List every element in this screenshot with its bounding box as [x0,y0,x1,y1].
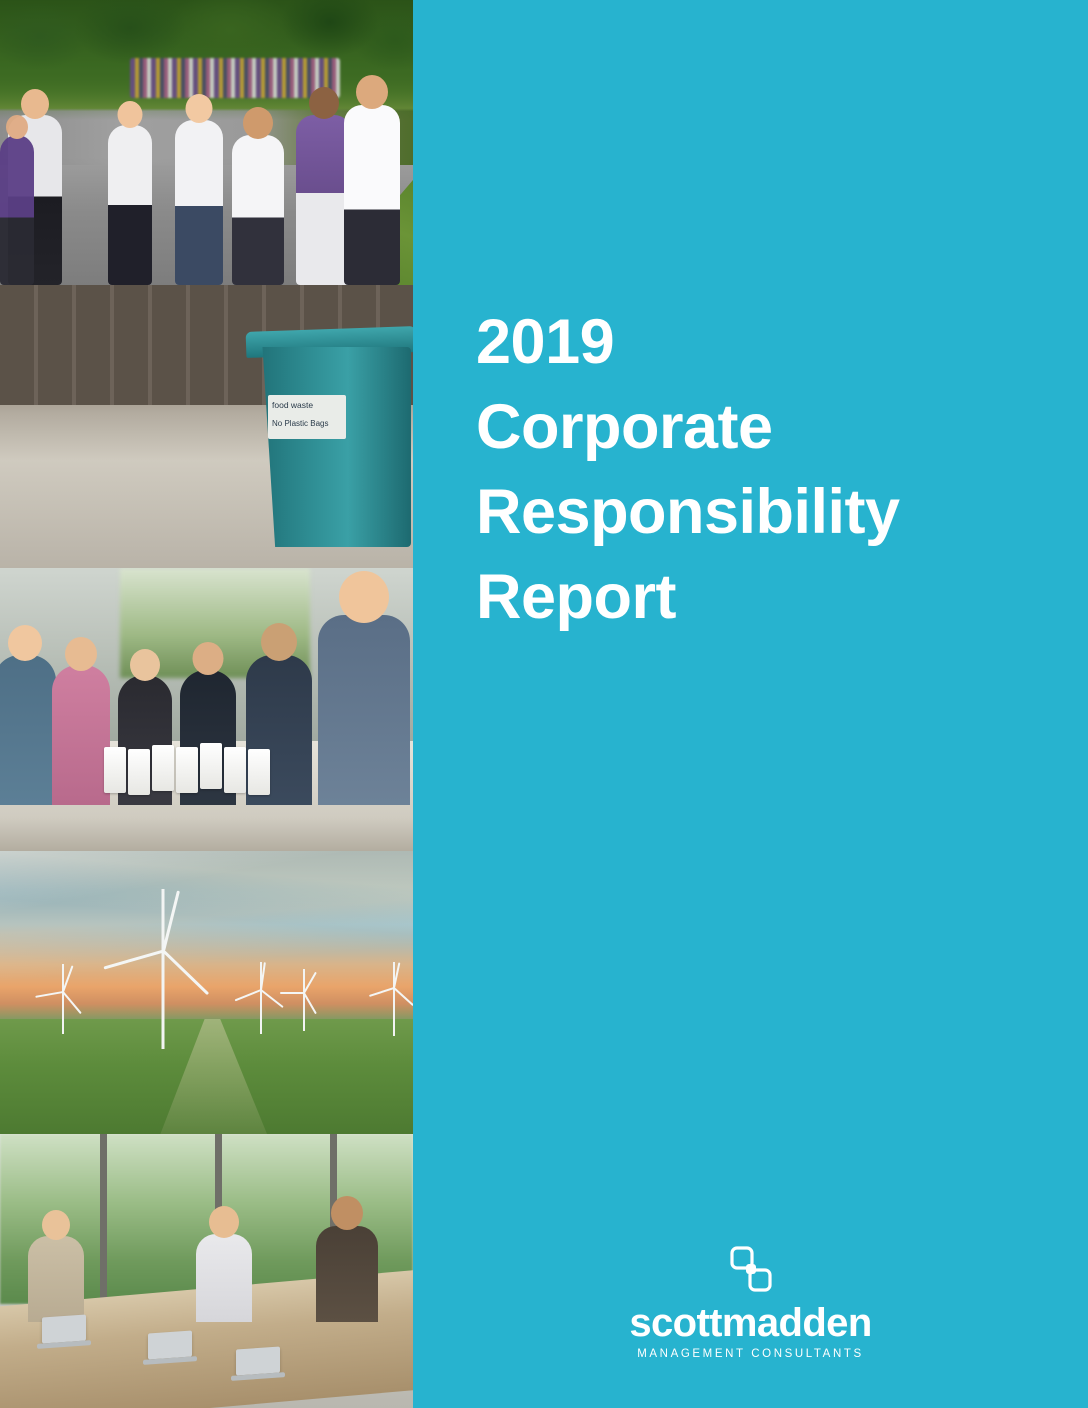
walker [175,120,223,285]
walker-head [186,94,213,123]
cover-photo-strip [0,0,413,1408]
wind-turbine [238,962,284,1034]
participant-head [42,1210,70,1240]
distant-crowd [130,58,340,98]
volunteer-head [65,637,97,671]
laptop [42,1314,86,1343]
laptop [236,1346,280,1375]
turbine-blade [303,993,317,1015]
title-line-1: 2019 [476,307,615,377]
turbine-mast [303,969,305,1031]
meal-bag [224,747,246,793]
meal-bag [200,743,222,789]
walker-head [118,101,143,128]
wind-turbine [284,969,324,1031]
volunteer [0,655,56,805]
logo-wordmark: scottmadden [629,1301,872,1345]
walker-head [21,89,49,119]
meeting-participant [196,1234,252,1322]
scottmadden-logo-mark [728,1246,774,1292]
turbine-blade [235,989,262,1001]
bin-label-line-1: food waste [272,400,314,410]
company-logo [413,1246,1088,1360]
charity-walk-photo [0,0,413,285]
office-meeting-photo [0,1134,413,1408]
logo-tagline: MANAGEMENT CONSULTANTS [637,1348,864,1360]
wind-turbine [40,964,86,1034]
turbine-blade [162,950,209,995]
meal-bag [248,749,270,795]
meal-bag [104,747,126,793]
window-mullion [100,1134,107,1304]
title-line-4: Report [476,562,676,632]
turbine-blade [35,991,63,998]
volunteer-head [130,649,160,681]
meeting-participant [28,1236,84,1322]
cover-teal-panel [413,0,1088,1408]
volunteer [52,665,110,805]
meeting-participant [316,1226,378,1322]
walker [232,135,284,285]
page-title [476,300,1036,640]
walker-head [356,75,388,109]
wind-turbine [372,962,413,1036]
turbine-blade [393,987,413,1006]
turbine-blade [369,987,394,997]
gravel-ground [0,388,260,568]
volunteer-head [339,571,389,623]
laptop [148,1330,192,1359]
walker [108,125,152,285]
meal-packing-volunteers-photo [0,568,413,851]
bin-body [253,347,411,547]
wind-farm-photo [0,851,413,1134]
bin-label [268,395,346,439]
turbine-mast [162,889,165,1049]
meal-bag [128,749,150,795]
bin-label-line-2: No Plastic Bags [272,419,329,428]
turbine-mast [393,962,395,1036]
volunteer-head [261,623,297,661]
turbine-blade [62,991,82,1014]
wind-turbine [118,889,208,1049]
walker [0,135,34,285]
volunteer-head [193,642,224,675]
title-line-2: Corporate [476,392,773,462]
walker-head [243,107,273,139]
walker [344,105,400,285]
walker-head [309,87,339,119]
meal-bag [152,745,174,791]
walker-head [6,115,28,139]
participant-head [331,1196,363,1230]
turbine-blade [162,890,180,951]
food-waste-bin-photo [0,285,413,568]
volunteer [318,615,410,805]
turbine-blade [280,992,304,994]
title-line-3: Responsibility [476,477,900,547]
turbine-mast [62,964,64,1034]
participant-head [209,1206,239,1238]
volunteer-head [8,625,42,661]
turbine-blade [303,972,317,994]
meal-bag [176,747,198,793]
